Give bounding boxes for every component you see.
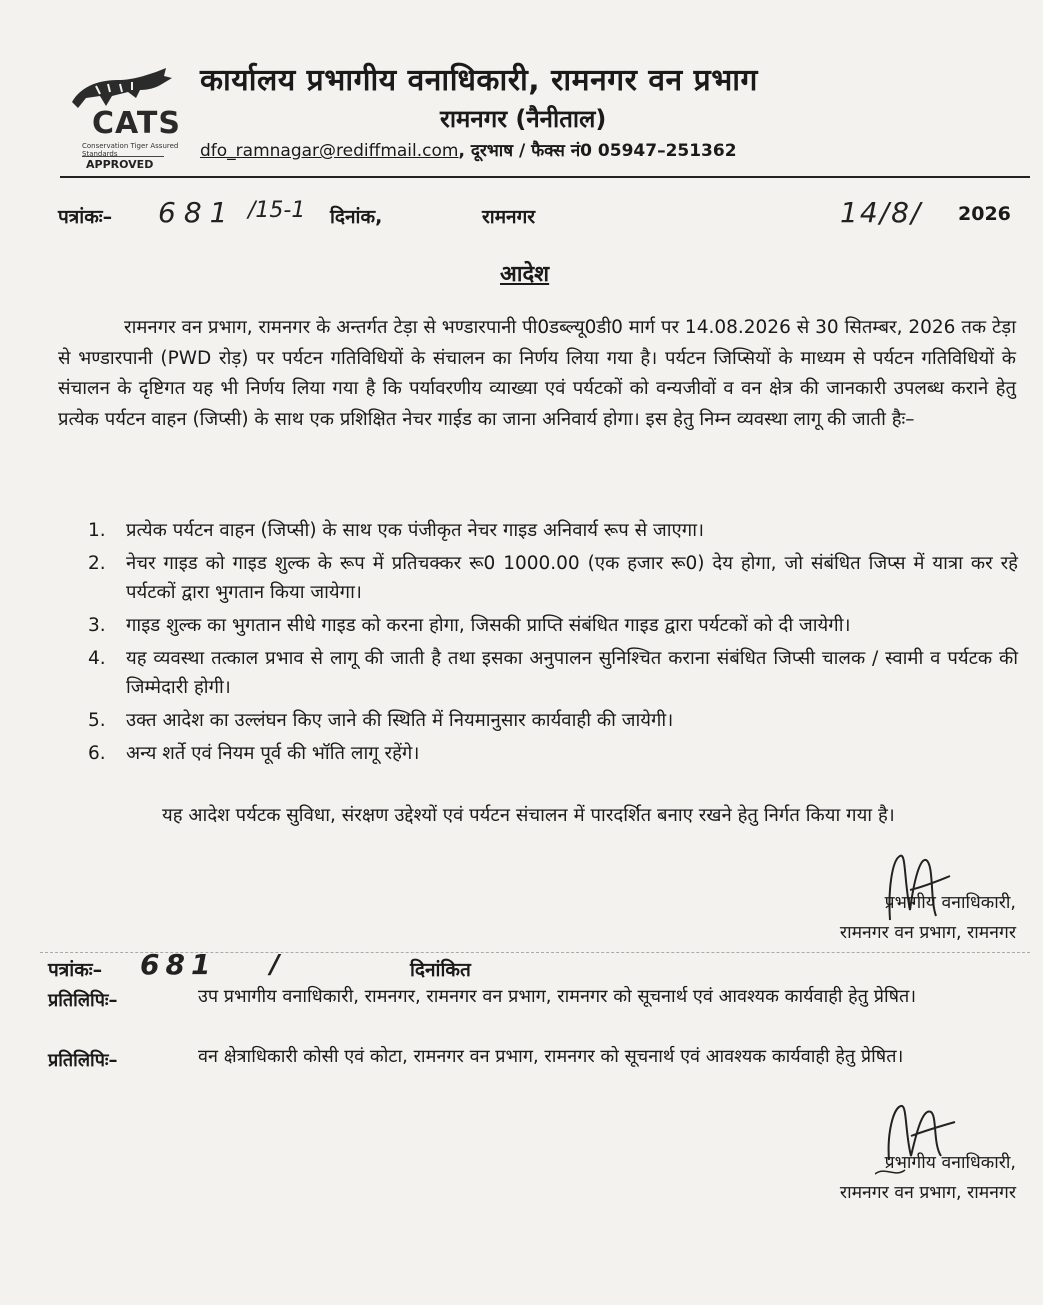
signature-designation: प्रभागीय वनाधिकारी, [884,1153,1016,1173]
copy-text: वन क्षेत्राधिकारी कोसी एवं कोटा, रामनगर वन प्रभाग, रामनगर को सूचनार्थ एवं आवश्यक कार्यवाही हेतु प्रेषित। [198,1046,904,1067]
office-place: रामनगर (नैनीताल) [440,105,607,133]
ref-label: पत्रांकः– [58,206,113,228]
list-item-text: अन्य शर्ते एवं नियम पूर्व की भॉति लागू रहेंगे। [126,743,420,764]
order-title: आदेश [500,262,550,287]
email-link[interactable]: dfo_ramnagar@rediffmail.com [200,141,459,161]
list-item-text: गाइड शुल्क का भुगतान सीधे गाइड को करना होगा, जिसकी प्राप्ति संबंधित गाइड द्वारा पर्यटकों को दी जायेगी। [126,615,851,636]
ref-sub-handwritten: /15-1 [248,198,306,223]
list-item [88,611,1018,640]
contact-line [200,138,737,161]
closing-paragraph: यह आदेश पर्यटक सुविधा, संरक्षण उद्देश्यों एवं पर्यटन संचालन में पारदर्शित बनाए रखने हेतु निर्गत किया गया है। [162,805,895,826]
list-item-number: 2. [88,553,106,574]
list-item-number: 1. [88,520,106,541]
signature-block-copy [760,1148,1016,1208]
copy-ref-number-handwritten: 681 [140,948,217,981]
header-divider [60,176,1030,178]
office-title: कार्यालय प्रभागीय वनाधिकारी, रामनगर वन प्रभाग [200,63,758,98]
ref-number-handwritten: 681 [158,196,236,229]
copy-text: उप प्रभागीय वनाधिकारी, रामनगर, रामनगर वन प्रभाग, रामनगर को सूचनार्थ एवं आवश्यक कार्यवाही हेतु प्रेषित। [198,986,917,1007]
ref-date-label: दिनांक, [330,206,383,228]
list-item [88,516,1018,545]
rules-list [88,516,1018,772]
logo-divider [82,156,164,157]
list-item [88,739,1018,768]
list-item-number: 5. [88,710,106,731]
list-item [88,549,1018,607]
signature-designation: प्रभागीय वनाधिकारी, [884,893,1016,913]
list-item-text: उक्त आदेश का उल्लंघन किए जाने की स्थिति में नियमानुसार कार्यवाही की जायेगी। [126,710,674,731]
signature-office: रामनगर वन प्रभाग, रामनगर [839,1183,1016,1203]
logo-subtext: Conservation Tiger Assured Standards [82,142,179,158]
list-item [88,706,1018,735]
list-item-text: यह व्यवस्था तत्काल प्रभाव से लागू की जाती है तथा इसका अनुपालन सुनिश्चित कराना संबंधित जिप्सी चालक / स्वामी व पर्यटक की जिम्मेदारी होगी। [126,648,1018,698]
ref-year: 2026 [958,203,1011,225]
list-item-text: प्रत्येक पर्यटन वाहन (जिप्सी) के साथ एक पंजीकृत नेचर गाइड अनिवार्य रूप से जाएगा। [126,520,705,541]
phone-fax: , दूरभाष / फैक्स नं0 05947–251362 [458,141,737,161]
copy-label: प्रतिलिपिः– [48,990,118,1011]
signature-office: रामनगर वन प्रभाग, रामनगर [839,923,1016,943]
ref-place: रामनगर [482,206,536,228]
copy-ref-label: पत्रांकः– [48,959,103,981]
copy-label: प्रतिलिपिः– [48,1050,118,1071]
logo-approved: APPROVED [86,158,154,171]
signature-block [760,888,1016,948]
ref-date-handwritten: 14/8/ [840,196,923,229]
list-item-number: 6. [88,743,106,764]
cats-logo [58,66,190,178]
logo-text: CATS [92,106,181,141]
list-item-number: 3. [88,615,106,636]
copy-ref-slash: / [270,950,280,980]
intro-paragraph: रामनगर वन प्रभाग, रामनगर के अन्तर्गत टेड़ा से भण्डारपानी पी0डब्ल्यू0डी0 मार्ग पर 14.08.2026 से 30 सितम्बर, 2026 तक टेड़ा से भण्डारपानी (PWD रोड़) पर पर्यटन गतिविधियों के संचालन का निर्णय लिया गया है। पर्यटन जिप्सियों के माध्यम से पर्यटन गतिविधियों के संचालन के दृष्टिगत यह भी निर्णय लिया गया है कि पर्यावरणीय व्याख्या एवं पर्यटकों को वन्यजीवों व वन क्षेत्र की जानकारी उपलब्ध कराने हेतु प्रत्येक पर्यटन वाहन (जिप्सी) के साथ एक प्रशिक्षित नेचर गाईड का जाना अनिवार्य होगा। इस हेतु निम्न व्यवस्था लागू की जाती हैः– [58,317,1016,430]
list-item [88,644,1018,702]
list-item-text: नेचर गाइड को गाइड शुल्क के रूप में प्रतिचक्कर रू0 1000.00 (एक हजार रू0) देय होगा, जो संबंधित जिप्स में यात्रा कर रहे पर्यटकों द्वारा भुगतान किया जायेगा। [126,553,1018,603]
copy-date-label: दिनांकित [410,959,471,981]
list-item-number: 4. [88,648,106,669]
